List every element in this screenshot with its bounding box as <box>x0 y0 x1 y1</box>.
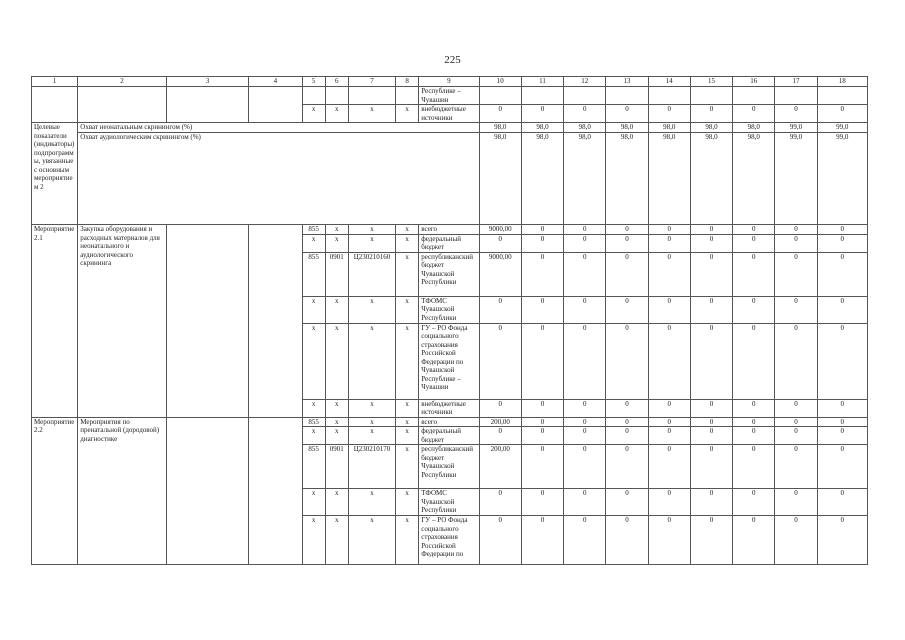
code-cell: 855 <box>302 417 325 427</box>
column-header: 11 <box>521 77 563 87</box>
value-cell: 0 <box>733 234 775 252</box>
blank-cell <box>249 225 302 418</box>
value-cell: 200,00 <box>479 417 521 427</box>
value-cell: 0 <box>733 427 775 445</box>
column-header: 6 <box>325 77 348 87</box>
page-number: 225 <box>444 54 461 66</box>
value-cell: 0 <box>564 105 606 123</box>
code-cell: Ц230210160 <box>348 252 395 296</box>
column-header: 5 <box>302 77 325 87</box>
funding-source: федеральный бюджет <box>419 427 479 445</box>
value-cell: 0 <box>606 516 648 565</box>
code-cell: x <box>396 399 419 417</box>
column-header: 15 <box>690 77 732 87</box>
code-cell: x <box>396 427 419 445</box>
value-cell: 0 <box>648 234 690 252</box>
code-cell: Ц230210170 <box>348 445 395 489</box>
value-cell: 0 <box>775 445 817 489</box>
code-cell: x <box>396 225 419 235</box>
value-cell: 0 <box>733 252 775 296</box>
value-cell: 0 <box>817 516 867 565</box>
blank-cell <box>479 87 521 105</box>
value-cell: 0 <box>564 427 606 445</box>
value-cell: 0 <box>733 225 775 235</box>
value-cell: 0 <box>648 427 690 445</box>
value-cell: 0 <box>690 516 732 565</box>
value-cell: 0 <box>521 516 563 565</box>
value-cell: 0 <box>775 417 817 427</box>
value-cell: 0 <box>690 445 732 489</box>
value-cell: 0 <box>564 445 606 489</box>
value-cell: 98,0 <box>521 123 563 133</box>
blank-cell <box>564 87 606 105</box>
code-cell: x <box>302 399 325 417</box>
table-row <box>32 87 868 105</box>
value-cell: 0 <box>606 234 648 252</box>
value-cell: 0 <box>817 489 867 516</box>
value-cell: 0 <box>817 417 867 427</box>
value-cell: 0 <box>690 417 732 427</box>
column-header: 17 <box>775 77 817 87</box>
value-cell: 0 <box>479 427 521 445</box>
value-cell: 0 <box>817 234 867 252</box>
column-header: 7 <box>348 77 395 87</box>
blank-cell <box>733 87 775 105</box>
value-cell: 0 <box>648 296 690 323</box>
value-cell: 0 <box>564 516 606 565</box>
value-cell: 99,0 <box>775 123 817 133</box>
code-cell: x <box>348 489 395 516</box>
value-cell: 98,0 <box>479 133 521 225</box>
value-cell: 0 <box>521 399 563 417</box>
funding-source: ТФОМС Чувашской Республики <box>419 296 479 323</box>
value-cell: 9000,00 <box>479 252 521 296</box>
value-cell: 98,0 <box>648 133 690 225</box>
table-row <box>32 123 868 133</box>
measure-label: Мероприятие 2.2 <box>32 417 78 565</box>
code-cell: x <box>302 234 325 252</box>
funding-source: республиканский бюджет Чувашской Республики <box>419 445 479 489</box>
value-cell: 0 <box>521 234 563 252</box>
code-cell: x <box>348 234 395 252</box>
value-cell: 0 <box>775 399 817 417</box>
blank-cell <box>325 87 348 105</box>
funding-source: всего <box>419 225 479 235</box>
blank-cell <box>249 87 302 123</box>
code-cell: x <box>348 225 395 235</box>
value-cell: 0 <box>648 399 690 417</box>
code-cell: x <box>396 296 419 323</box>
column-header: 1 <box>32 77 78 87</box>
value-cell: 0 <box>521 296 563 323</box>
value-cell: 0 <box>648 323 690 399</box>
value-cell: 0 <box>648 417 690 427</box>
value-cell: 98,0 <box>690 133 732 225</box>
value-cell: 99,0 <box>817 133 867 225</box>
blank-cell <box>32 87 78 123</box>
value-cell: 0 <box>606 417 648 427</box>
funding-source: всего <box>419 417 479 427</box>
value-cell: 98,0 <box>606 133 648 225</box>
value-cell: 0 <box>606 445 648 489</box>
code-cell: x <box>396 516 419 565</box>
code-cell: x <box>348 323 395 399</box>
value-cell: 98,0 <box>479 123 521 133</box>
blank-cell <box>817 87 867 105</box>
value-cell: 0 <box>564 417 606 427</box>
code-cell: x <box>325 105 348 123</box>
value-cell: 0 <box>648 445 690 489</box>
code-cell: x <box>325 225 348 235</box>
value-cell: 0 <box>521 427 563 445</box>
funding-source: республиканский бюджет Чувашской Республики <box>419 252 479 296</box>
code-cell: x <box>396 489 419 516</box>
value-cell: 0 <box>648 252 690 296</box>
value-cell: 0 <box>606 225 648 235</box>
column-header: 14 <box>648 77 690 87</box>
value-cell: 0 <box>775 489 817 516</box>
value-cell: 0 <box>521 445 563 489</box>
table-row <box>32 133 868 225</box>
blank-cell <box>166 225 248 418</box>
value-cell: 98,0 <box>733 123 775 133</box>
value-cell: 0 <box>606 296 648 323</box>
value-cell: 0 <box>479 489 521 516</box>
table-body <box>32 77 868 565</box>
column-header: 10 <box>479 77 521 87</box>
indicator-label: Целевые показатели (индикаторы) подпрограммы, увязанные с основным мероприятием 2 <box>32 123 78 225</box>
value-cell: 0 <box>817 296 867 323</box>
code-cell: x <box>396 417 419 427</box>
funding-source: Республике – Чувашии <box>419 87 479 105</box>
code-cell: 855 <box>302 225 325 235</box>
blank-cell <box>348 87 395 105</box>
code-cell: x <box>302 489 325 516</box>
code-cell: 0901 <box>325 445 348 489</box>
code-cell: x <box>302 427 325 445</box>
value-cell: 0 <box>606 427 648 445</box>
value-cell: 0 <box>648 489 690 516</box>
column-header: 4 <box>249 77 302 87</box>
code-cell: x <box>302 323 325 399</box>
value-cell: 0 <box>479 234 521 252</box>
value-cell: 0 <box>733 323 775 399</box>
funding-source: ГУ – РО Фонда социального страхования Российской Федерации по Чувашской Республике – Чувашии <box>419 323 479 399</box>
value-cell: 0 <box>564 252 606 296</box>
value-cell: 0 <box>564 225 606 235</box>
value-cell: 0 <box>521 225 563 235</box>
value-cell: 0 <box>521 323 563 399</box>
value-cell: 0 <box>817 427 867 445</box>
value-cell: 98,0 <box>733 133 775 225</box>
value-cell: 0 <box>606 105 648 123</box>
value-cell: 0 <box>564 323 606 399</box>
value-cell: 98,0 <box>521 133 563 225</box>
column-header: 13 <box>606 77 648 87</box>
value-cell: 99,0 <box>817 123 867 133</box>
code-cell: x <box>348 296 395 323</box>
code-cell: x <box>396 105 419 123</box>
funding-source: ГУ – РО Фонда социального страхования Российской Федерации по <box>419 516 479 565</box>
value-cell: 0 <box>564 489 606 516</box>
blank-cell <box>166 87 248 123</box>
value-cell: 0 <box>775 516 817 565</box>
measure-name: Мероприятия по пренатальной (дородовой) диагностике <box>78 417 167 565</box>
value-cell: 0 <box>775 225 817 235</box>
code-cell: x <box>396 323 419 399</box>
code-cell: x <box>302 105 325 123</box>
value-cell: 0 <box>817 225 867 235</box>
value-cell: 0 <box>733 417 775 427</box>
funding-source: внебюджетные источники <box>419 105 479 123</box>
code-cell: x <box>396 445 419 489</box>
blank-cell <box>396 87 419 105</box>
value-cell: 98,0 <box>648 123 690 133</box>
value-cell: 0 <box>775 252 817 296</box>
value-cell: 0 <box>521 252 563 296</box>
code-cell: x <box>325 399 348 417</box>
value-cell: 0 <box>606 399 648 417</box>
value-cell: 98,0 <box>606 123 648 133</box>
value-cell: 0 <box>564 234 606 252</box>
column-header: 12 <box>564 77 606 87</box>
value-cell: 98,0 <box>564 123 606 133</box>
value-cell: 0 <box>690 427 732 445</box>
value-cell: 0 <box>479 323 521 399</box>
value-cell: 0 <box>690 323 732 399</box>
funding-source: внебюджетные источники <box>419 399 479 417</box>
value-cell: 0 <box>733 516 775 565</box>
measure-label: Мероприятие 2.1 <box>32 225 78 418</box>
value-cell: 0 <box>733 489 775 516</box>
value-cell: 0 <box>564 399 606 417</box>
value-cell: 0 <box>606 323 648 399</box>
code-cell: x <box>348 417 395 427</box>
value-cell: 0 <box>775 296 817 323</box>
budget-table <box>31 76 868 565</box>
blank-cell <box>775 87 817 105</box>
value-cell: 0 <box>648 516 690 565</box>
blank-cell <box>302 87 325 105</box>
value-cell: 0 <box>521 489 563 516</box>
funding-source: ТФОМС Чувашской Республики <box>419 489 479 516</box>
value-cell: 0 <box>690 225 732 235</box>
value-cell: 0 <box>690 296 732 323</box>
blank-cell <box>521 87 563 105</box>
code-cell: x <box>325 417 348 427</box>
table-row <box>32 225 868 235</box>
value-cell: 0 <box>690 234 732 252</box>
value-cell: 0 <box>775 105 817 123</box>
value-cell: 0 <box>817 445 867 489</box>
blank-cell <box>78 87 167 123</box>
value-cell: 0 <box>817 105 867 123</box>
value-cell: 98,0 <box>690 123 732 133</box>
value-cell: 0 <box>733 105 775 123</box>
value-cell: 0 <box>690 489 732 516</box>
value-cell: 0 <box>648 225 690 235</box>
value-cell: 0 <box>775 427 817 445</box>
value-cell: 0 <box>479 516 521 565</box>
table-row <box>32 417 868 427</box>
code-cell: x <box>302 296 325 323</box>
value-cell: 0 <box>775 234 817 252</box>
value-cell: 0 <box>817 399 867 417</box>
value-cell: 0 <box>479 296 521 323</box>
blank-cell <box>166 417 248 565</box>
code-cell: x <box>348 105 395 123</box>
column-header: 16 <box>733 77 775 87</box>
value-cell: 0 <box>606 252 648 296</box>
column-header: 8 <box>396 77 419 87</box>
header-row <box>32 77 868 87</box>
measure-name: Закупка оборудования и расходных материалов для неонатального и аудиологического скрининга <box>78 225 167 418</box>
code-cell: x <box>325 323 348 399</box>
value-cell: 0 <box>690 399 732 417</box>
value-cell: 0 <box>606 489 648 516</box>
code-cell: 855 <box>302 252 325 296</box>
value-cell: 0 <box>479 105 521 123</box>
code-cell: 0901 <box>325 252 348 296</box>
code-cell: x <box>348 516 395 565</box>
value-cell: 0 <box>521 105 563 123</box>
blank-cell <box>606 87 648 105</box>
blank-cell <box>249 417 302 565</box>
value-cell: 0 <box>775 323 817 399</box>
indicator-text: Охват аудиологическим скринингом (%) <box>78 133 479 225</box>
value-cell: 0 <box>690 105 732 123</box>
blank-cell <box>690 87 732 105</box>
value-cell: 0 <box>733 296 775 323</box>
column-header: 3 <box>166 77 248 87</box>
code-cell: x <box>396 234 419 252</box>
code-cell: x <box>302 516 325 565</box>
value-cell: 0 <box>521 417 563 427</box>
value-cell: 0 <box>817 323 867 399</box>
value-cell: 0 <box>479 399 521 417</box>
column-header: 2 <box>78 77 167 87</box>
column-header: 18 <box>817 77 867 87</box>
value-cell: 0 <box>564 296 606 323</box>
code-cell: 855 <box>302 445 325 489</box>
code-cell: x <box>325 296 348 323</box>
value-cell: 99,0 <box>775 133 817 225</box>
value-cell: 0 <box>733 399 775 417</box>
value-cell: 0 <box>648 105 690 123</box>
blank-cell <box>648 87 690 105</box>
code-cell: x <box>348 427 395 445</box>
code-cell: x <box>348 399 395 417</box>
funding-source: федеральный бюджет <box>419 234 479 252</box>
value-cell: 200,00 <box>479 445 521 489</box>
code-cell: x <box>325 234 348 252</box>
value-cell: 0 <box>817 252 867 296</box>
value-cell: 9000,00 <box>479 225 521 235</box>
code-cell: x <box>325 489 348 516</box>
code-cell: x <box>325 516 348 565</box>
value-cell: 0 <box>690 252 732 296</box>
code-cell: x <box>396 252 419 296</box>
indicator-text: Охват неонатальным скринингом (%) <box>78 123 479 133</box>
code-cell: x <box>325 427 348 445</box>
value-cell: 98,0 <box>564 133 606 225</box>
value-cell: 0 <box>733 445 775 489</box>
column-header: 9 <box>419 77 479 87</box>
